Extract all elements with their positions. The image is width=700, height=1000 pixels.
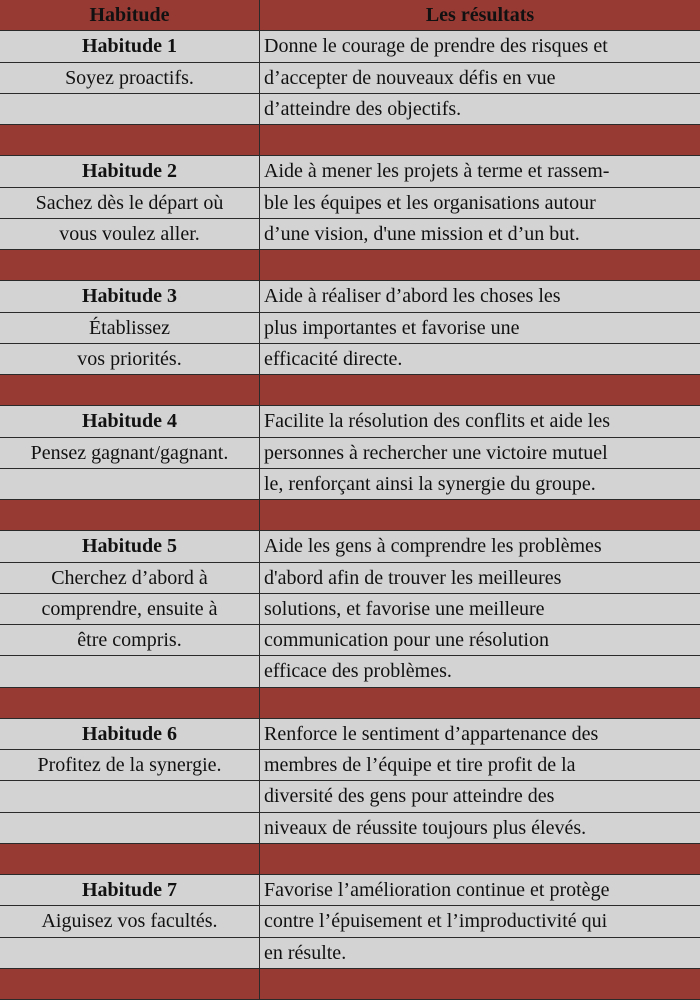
result-cell (259, 844, 700, 874)
habit-title-cell: Habitude 4 (81, 410, 178, 433)
habit-cell (0, 125, 259, 155)
table-row (0, 719, 700, 750)
result-cell (259, 500, 700, 530)
habit-cell: Profitez de la synergie. (37, 754, 222, 776)
result-cell (259, 125, 700, 155)
habit-title-cell: Habitude 7 (81, 879, 178, 901)
result-cell (259, 688, 700, 718)
result-cell: ble les équipes et les organisations autour (259, 188, 700, 218)
result-cell: Facilite la résolution des conflits et aide les (259, 406, 700, 436)
result-cell: d'abord afin de trouver les meilleures (259, 563, 700, 593)
result-cell: Aide à mener les projets à terme et rassem- (259, 156, 700, 186)
table-row (0, 469, 700, 500)
table-row (0, 281, 700, 312)
table-row (0, 94, 700, 125)
habit-cell (0, 469, 259, 499)
table-row (0, 219, 700, 250)
result-cell: Aide à réaliser d’abord les choses les (259, 281, 700, 311)
result-cell: communication pour une résolution (259, 625, 700, 655)
habit-title-cell: Habitude 5 (81, 535, 178, 558)
result-cell: d’une vision, d'une mission et d’un but. (259, 219, 700, 249)
table-row (0, 938, 700, 969)
habit-title-cell: Habitude 2 (81, 160, 178, 183)
habit-cell (0, 938, 259, 968)
result-cell: d’atteindre des objectifs. (259, 94, 700, 124)
table-row (0, 31, 700, 62)
habit-cell (0, 688, 259, 718)
result-cell: membres de l’équipe et tire profit de la (259, 750, 700, 780)
habit-cell: vous voulez aller. (59, 222, 200, 245)
result-cell (259, 375, 700, 405)
habit-cell (0, 250, 259, 280)
habit-cell: Aiguisez vos facultés. (41, 910, 218, 933)
habit-cell (0, 656, 259, 686)
habit-cell: Soyez proactifs. (65, 66, 194, 89)
table-row (0, 875, 700, 906)
result-cell: contre l’épuisement et l’improductivité qui (259, 906, 700, 936)
habit-cell: Établissez (88, 316, 171, 339)
table-row (0, 438, 700, 469)
table-row (0, 563, 700, 594)
result-cell: Favorise l’amélioration continue et protège (259, 875, 700, 905)
table-row (0, 313, 700, 344)
table-row (0, 656, 700, 687)
separator-row (0, 844, 700, 875)
result-cell: efficace des problèmes. (259, 656, 700, 686)
table-row (0, 750, 700, 781)
separator-row (0, 125, 700, 156)
result-cell (259, 250, 700, 280)
separator-row (0, 688, 700, 719)
habit-cell (0, 813, 259, 843)
result-cell: Donne le courage de prendre des risques et (259, 31, 700, 61)
habit-cell (0, 94, 259, 124)
table-row (0, 531, 700, 562)
habit-title-cell: Habitude 6 (81, 722, 178, 745)
habit-cell: comprendre, ensuite à (41, 597, 218, 620)
result-cell: Renforce le sentiment d’appartenance des (259, 719, 700, 749)
table-row (0, 406, 700, 437)
separator-row (0, 500, 700, 531)
separator-row (0, 250, 700, 281)
habit-title-cell: Habitude 3 (81, 285, 178, 308)
result-cell: efficacité directe. (259, 344, 700, 374)
result-cell: en résulte. (259, 938, 700, 968)
result-cell: Aide les gens à comprendre les problèmes (259, 531, 700, 561)
header-resultats: Les résultats (259, 0, 700, 30)
table-row (0, 188, 700, 219)
table-row (0, 813, 700, 844)
result-cell: niveaux de réussite toujours plus élevés. (259, 813, 700, 843)
habit-cell (0, 844, 259, 874)
result-cell: plus importantes et favorise une (259, 313, 700, 343)
table-header-row (0, 0, 700, 31)
result-cell: d’accepter de nouveaux défis en vue (259, 63, 700, 93)
separator-row (0, 969, 700, 1000)
result-cell: solutions, et favorise une meilleure (259, 594, 700, 624)
habit-title-cell: Habitude 1 (81, 35, 178, 58)
habit-cell: Cherchez d’abord à (51, 566, 208, 589)
table-row (0, 906, 700, 937)
header-habitude: Habitude (89, 4, 170, 26)
table-row (0, 344, 700, 375)
result-cell (259, 969, 700, 999)
table-row (0, 63, 700, 94)
habit-cell: vos priorités. (77, 347, 182, 370)
habit-cell (0, 969, 259, 999)
table-row (0, 781, 700, 812)
habit-cell: Sachez dès le départ où (35, 191, 224, 214)
habit-cell (0, 375, 259, 405)
table-row (0, 594, 700, 625)
habit-cell: Pensez gagnant/gagnant. (30, 441, 229, 464)
table-row (0, 156, 700, 187)
result-cell: personnes à rechercher une victoire mutuel (259, 438, 700, 468)
separator-row (0, 375, 700, 406)
table-row (0, 625, 700, 656)
result-cell: diversité des gens pour atteindre des (259, 781, 700, 811)
habit-cell (0, 500, 259, 530)
result-cell: le, renforçant ainsi la synergie du groupe. (259, 469, 700, 499)
habit-cell (0, 781, 259, 811)
habit-cell: être compris. (77, 629, 182, 651)
